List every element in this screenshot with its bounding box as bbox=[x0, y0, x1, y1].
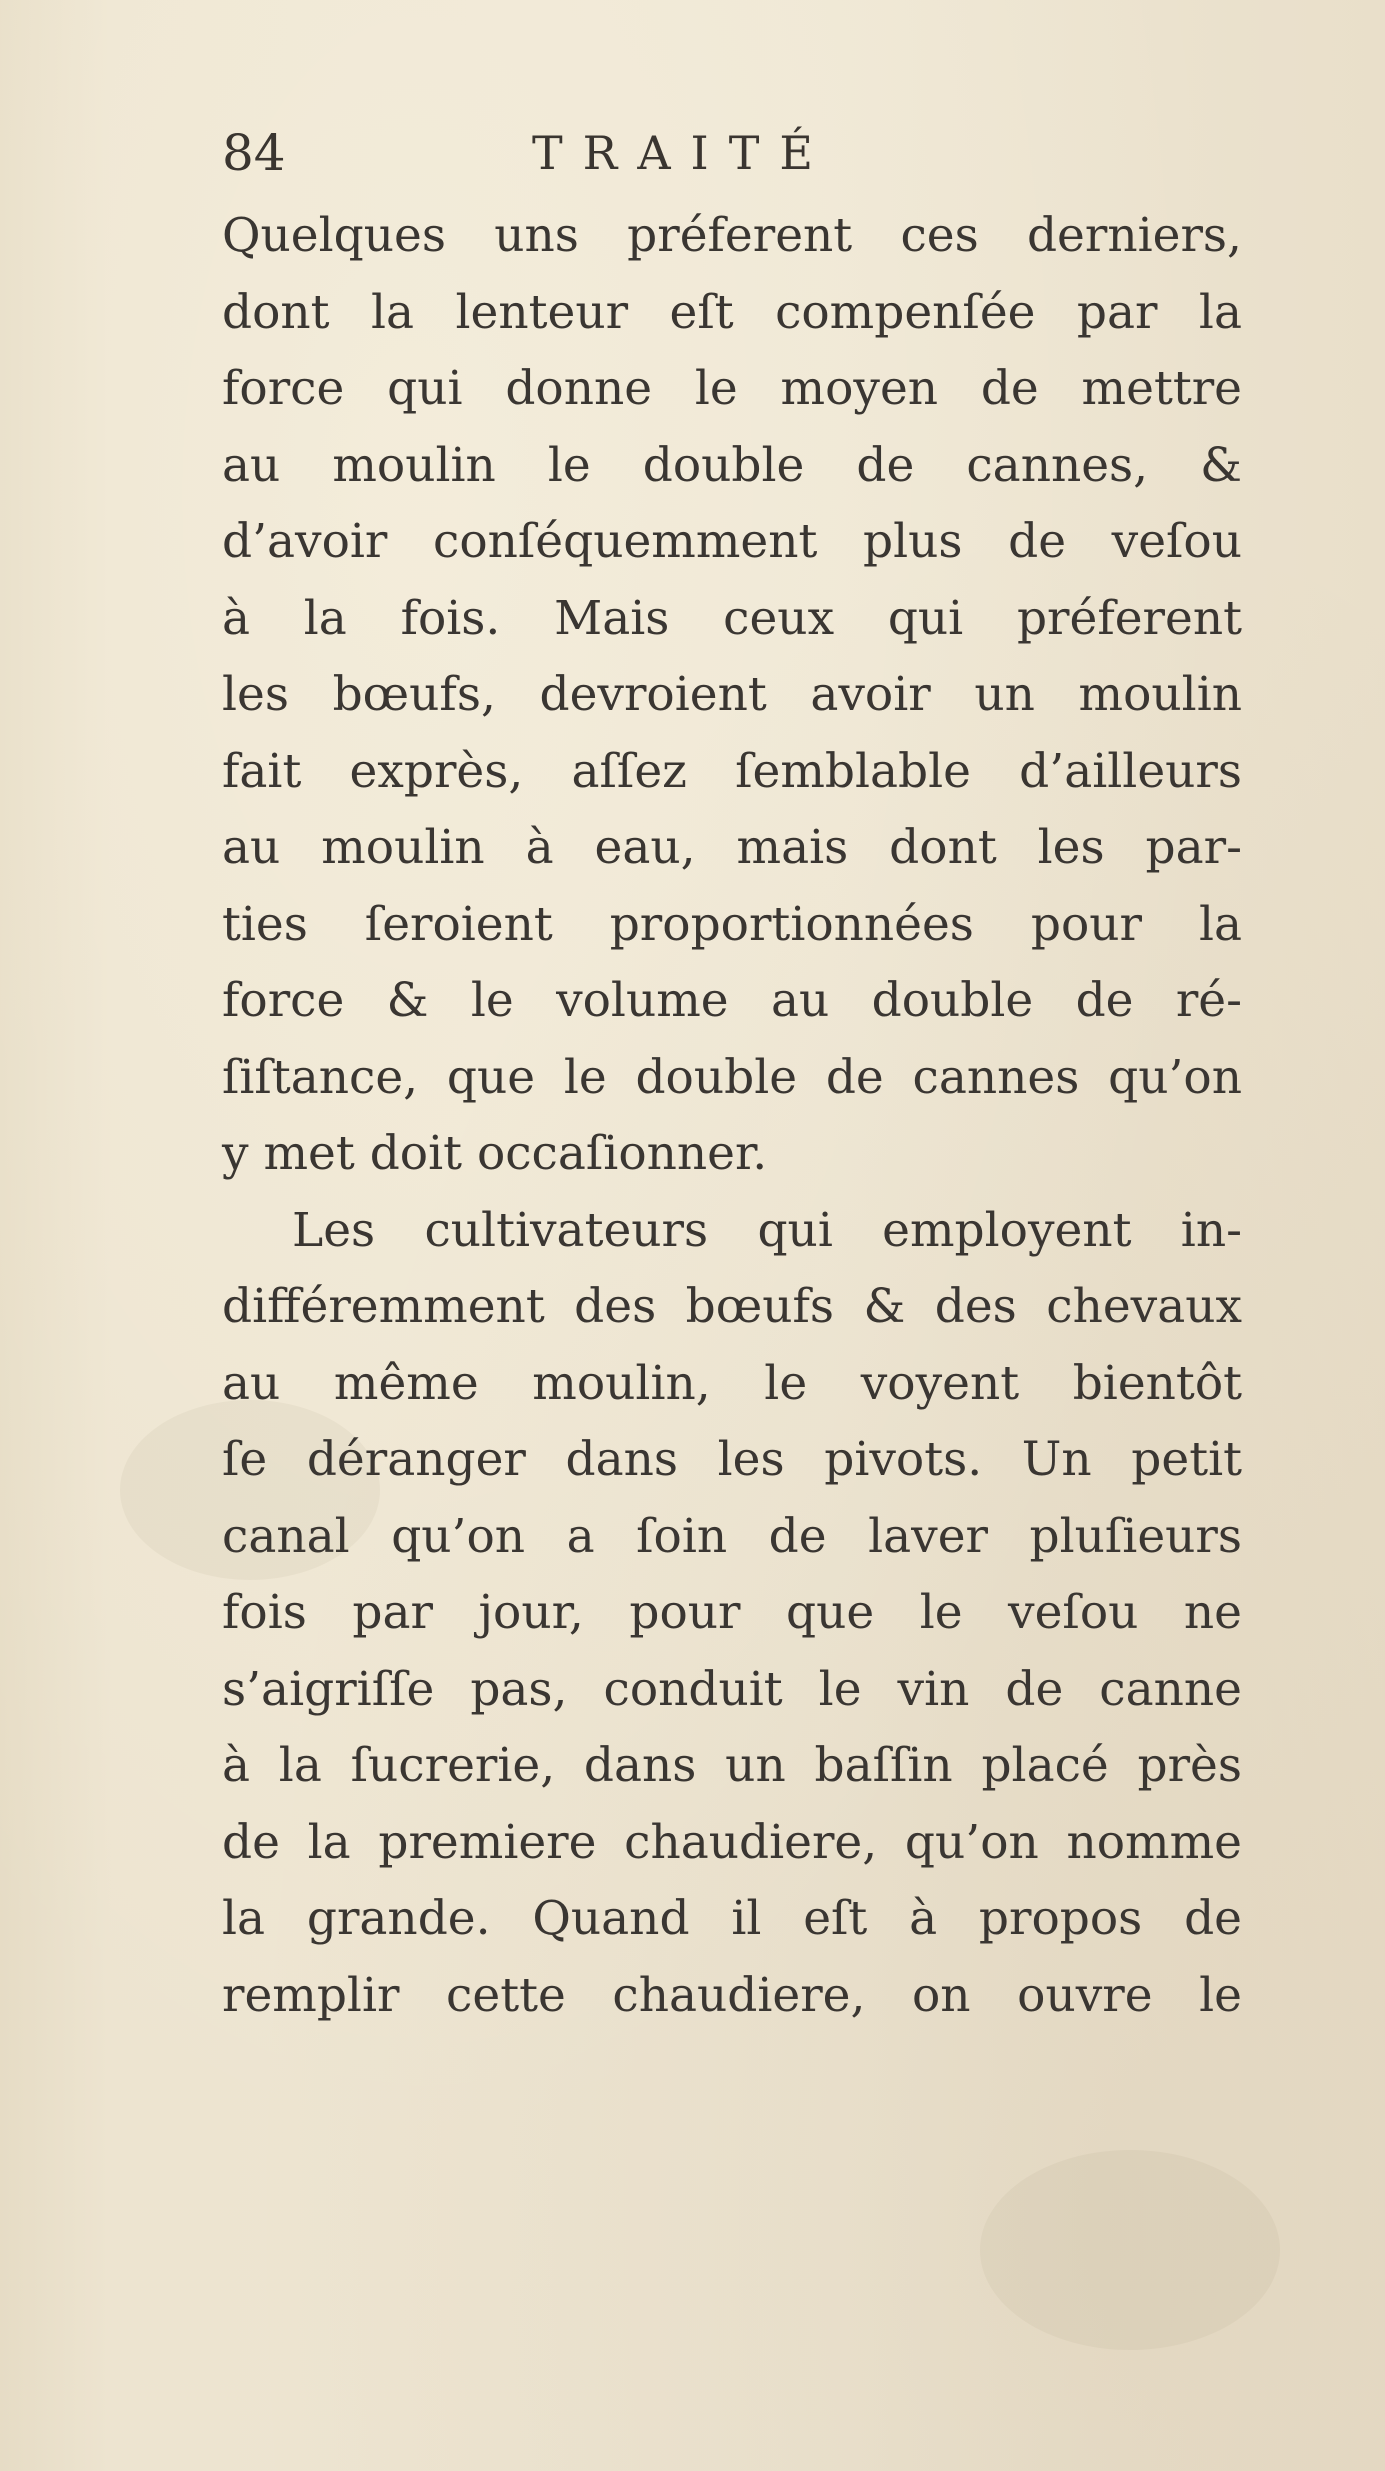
text-line: force & le volume au double de ré- bbox=[222, 973, 1242, 1028]
text-line: fois par jour, pour que le veſou ne bbox=[222, 1585, 1242, 1640]
text-line: y met doit occaſionner. bbox=[222, 1126, 768, 1181]
text-line: les bœufs, devroient avoir un moulin bbox=[222, 667, 1242, 722]
text-line: ſe déranger dans les pivots. Un petit bbox=[222, 1432, 1242, 1487]
text-line: différemment des bœufs & des chevaux bbox=[222, 1279, 1242, 1334]
page-number: 84 bbox=[222, 124, 286, 182]
text-line: au moulin le double de cannes, & bbox=[222, 437, 1242, 493]
text-line: ties ſeroient proportionnées pour la bbox=[222, 896, 1242, 952]
text-line: au même moulin, le voyent bientôt bbox=[222, 1355, 1242, 1411]
paper-stain bbox=[980, 2150, 1280, 2350]
text-line: fait exprès, aſſez ſemblable d’ailleurs bbox=[222, 743, 1242, 799]
text-line: à la fois. Mais ceux qui préferent bbox=[222, 590, 1242, 646]
running-title: TRAITÉ bbox=[532, 126, 833, 180]
text-line: à la ſucrerie, dans un baſſin placé près bbox=[222, 1738, 1242, 1793]
text-line: dont la lenteur eſt compenſée par la bbox=[222, 284, 1242, 340]
text-line: Les cultivateurs qui employent in- bbox=[292, 1202, 1242, 1258]
text-line: Quelques uns préferent ces derniers, bbox=[222, 208, 1242, 263]
text-line: d’avoir conſéquemment plus de veſou bbox=[222, 514, 1242, 569]
text-line: s’aigriſſe pas, conduit le vin de canne bbox=[222, 1661, 1242, 1717]
text-line: canal qu’on a ſoin de laver pluſieurs bbox=[222, 1508, 1242, 1564]
text-line: la grande. Quand il eſt à propos de bbox=[222, 1891, 1242, 1946]
body-text bbox=[222, 198, 1242, 2034]
text-line: au moulin à eau, mais dont les par- bbox=[222, 820, 1242, 875]
page-header bbox=[222, 118, 1162, 188]
text-line: remplir cette chaudiere, on ouvre le bbox=[222, 1967, 1242, 2023]
text-line: de la premiere chaudiere, qu’on nomme bbox=[222, 1814, 1242, 1870]
text-line: force qui donne le moyen de mettre bbox=[222, 361, 1242, 416]
text-line: ſiſtance, que le double de cannes qu’on bbox=[222, 1049, 1242, 1105]
